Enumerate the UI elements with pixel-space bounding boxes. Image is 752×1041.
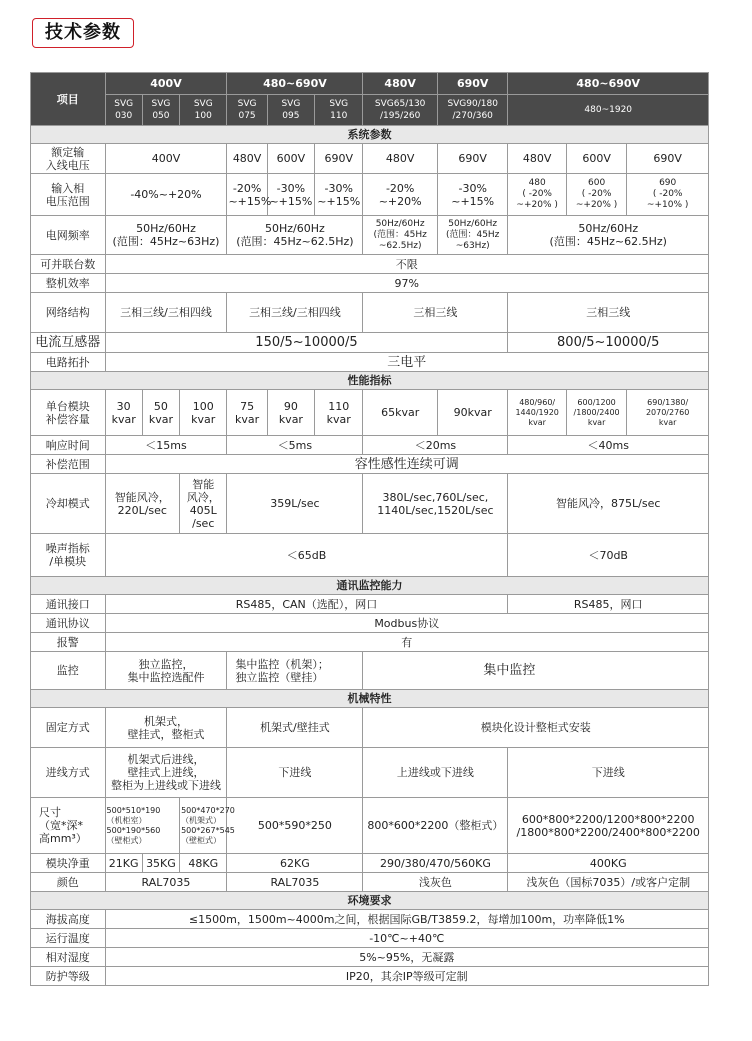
header-model: 480~1920 <box>508 95 709 126</box>
header-model: SVG90/180 /270/360 <box>437 95 508 126</box>
page-title: 技术参数 <box>32 18 134 48</box>
cell: ＜70dB <box>508 534 709 577</box>
cell: 75 kvar <box>227 390 267 436</box>
cell: 359L/sec <box>227 474 363 534</box>
cell: 三相三线 <box>508 293 709 333</box>
cell: 智能风冷， 220L/sec <box>105 474 180 534</box>
cell: 100 kvar <box>180 390 227 436</box>
row-label: 防护等级 <box>31 967 106 986</box>
row-label: 整机效率 <box>31 274 106 293</box>
table-row <box>31 144 709 174</box>
cell: 5%~95%，无凝露 <box>105 948 708 967</box>
header-model: SVG65/130 /195/260 <box>363 95 438 126</box>
row-label: 海拔高度 <box>31 910 106 929</box>
cell: 480V <box>227 144 267 174</box>
table-row <box>31 174 709 216</box>
section-mechanical: 机械特性 <box>31 690 709 708</box>
row-label: 可并联台数 <box>31 255 106 274</box>
cell: 480V <box>508 144 566 174</box>
row-label: 网络结构 <box>31 293 106 333</box>
row-label: 冷却模式 <box>31 474 106 534</box>
cell: RAL7035 <box>227 873 363 892</box>
cell: 690/1380/ 2070/2760 kvar <box>627 390 709 436</box>
cell: 690V <box>437 144 508 174</box>
row-label: 噪声指标 /单模块 <box>31 534 106 577</box>
table-row <box>31 255 709 274</box>
row-label: 固定方式 <box>31 708 106 748</box>
table-row <box>31 948 709 967</box>
cell: RS485，CAN（选配），网口 <box>105 595 508 614</box>
table-row <box>31 474 709 534</box>
cell: 30 kvar <box>105 390 142 436</box>
row-label: 运行温度 <box>31 929 106 948</box>
cell: 97% <box>105 274 708 293</box>
cell: 机架式， 壁挂式，整柜式 <box>105 708 227 748</box>
cell: 智能风冷，875L/sec <box>508 474 709 534</box>
table-row <box>31 353 709 372</box>
header-group: 480~690V <box>227 73 363 95</box>
table-row <box>31 633 709 652</box>
cell: 380L/sec,760L/sec, 1140L/sec,1520L/sec <box>363 474 508 534</box>
cell: 下进线 <box>508 748 709 798</box>
row-label: 模块净重 <box>31 854 106 873</box>
cell: 浅灰色 <box>363 873 508 892</box>
cell: -30% ~+15% <box>437 174 508 216</box>
cell: 不限 <box>105 255 708 274</box>
cell: RAL7035 <box>105 873 227 892</box>
cell: 智能 风冷， 405L /sec <box>180 474 227 534</box>
cell: -10℃~+40℃ <box>105 929 708 948</box>
row-label: 补偿范围 <box>31 455 106 474</box>
cell: 500*590*250 <box>227 798 363 854</box>
header-group: 480~690V <box>508 73 709 95</box>
cell: 800/5~10000/5 <box>508 333 709 353</box>
section-system: 系统参数 <box>31 126 709 144</box>
table-row <box>31 967 709 986</box>
cell: 690 ( -20% ~+10% ) <box>627 174 709 216</box>
table-row <box>31 652 709 690</box>
cell: 集中监控 <box>363 652 709 690</box>
cell: 机架式/壁挂式 <box>227 708 363 748</box>
cell: 690V <box>627 144 709 174</box>
table-row <box>31 293 709 333</box>
section-performance: 性能指标 <box>31 372 709 390</box>
cell: Modbus协议 <box>105 614 708 633</box>
table-row <box>31 929 709 948</box>
cell: 三相三线/三相四线 <box>105 293 227 333</box>
cell: 独立监控， 集中监控选配件 <box>105 652 227 690</box>
cell: 400V <box>105 144 227 174</box>
row-label: 颜色 <box>31 873 106 892</box>
row-label: 响应时间 <box>31 436 106 455</box>
table-row <box>31 216 709 255</box>
cell: 690V <box>315 144 363 174</box>
cell: ≤1500m，1500m~4000m之间，根据国际GB/T3859.2，每增加100m，功率降低1% <box>105 910 708 929</box>
section-comm: 通讯监控能力 <box>31 577 709 595</box>
row-label: 进线方式 <box>31 748 106 798</box>
table-row <box>31 333 709 353</box>
table-row <box>31 436 709 455</box>
cell: 800*600*2200（整柜式） <box>363 798 508 854</box>
header-item: 项目 <box>31 73 106 126</box>
header-group: 400V <box>105 73 227 95</box>
cell: -20% ~+20% <box>363 174 438 216</box>
cell: 48KG <box>180 854 227 873</box>
cell: ＜20ms <box>363 436 508 455</box>
cell: 50Hz/60Hz (范围：45Hz ~63Hz) <box>437 216 508 255</box>
cell: 62KG <box>227 854 363 873</box>
row-label: 额定输 入线电压 <box>31 144 106 174</box>
table-row <box>31 534 709 577</box>
header-model: SVG 075 <box>227 95 267 126</box>
cell: 三相三线 <box>363 293 508 333</box>
row-label: 通讯接口 <box>31 595 106 614</box>
cell: 模块化设计整柜式安装 <box>363 708 709 748</box>
row-label: 输入相 电压范围 <box>31 174 106 216</box>
cell: 三相三线/三相四线 <box>227 293 363 333</box>
cell: 浅灰色（国标7035）/或客户定制 <box>508 873 709 892</box>
cell: 150/5~10000/5 <box>105 333 508 353</box>
row-label: 尺寸 （宽*深* 高mm³） <box>31 798 106 854</box>
cell: ＜15ms <box>105 436 227 455</box>
cell: -30% ~+15% <box>315 174 363 216</box>
row-label: 报警 <box>31 633 106 652</box>
cell: 50Hz/60Hz (范围：45Hz~63Hz) <box>105 216 227 255</box>
row-label: 电路拓扑 <box>31 353 106 372</box>
cell: 600/1200 /1800/2400 kvar <box>566 390 626 436</box>
cell: ＜5ms <box>227 436 363 455</box>
cell: 500*510*190 （机柜室） 500*190*560 （壁柜式） <box>105 798 180 854</box>
cell: 容性感性连续可调 <box>105 455 708 474</box>
cell: 400KG <box>508 854 709 873</box>
cell: -40%~+20% <box>105 174 227 216</box>
cell: -20% ~+15% <box>227 174 267 216</box>
cell: 集中监控（机架）； 独立监控（壁挂） <box>227 652 363 690</box>
cell: ＜65dB <box>105 534 508 577</box>
cell: 上进线或下进线 <box>363 748 508 798</box>
cell: 35KG <box>142 854 179 873</box>
cell: 有 <box>105 633 708 652</box>
header-model: SVG 100 <box>180 95 227 126</box>
cell: 480/960/ 1440/1920 kvar <box>508 390 566 436</box>
header-model: SVG 110 <box>315 95 363 126</box>
table-row <box>31 798 709 854</box>
header-model: SVG 050 <box>142 95 179 126</box>
header-group: 690V <box>437 73 508 95</box>
cell: 480 ( -20% ~+20% ) <box>508 174 566 216</box>
header-model: SVG 095 <box>267 95 314 126</box>
table-row <box>31 390 709 436</box>
row-label: 电网频率 <box>31 216 106 255</box>
cell: -30% ~+15% <box>267 174 314 216</box>
cell: 480V <box>363 144 438 174</box>
cell: 600*800*2200/1200*800*2200 /1800*800*2200/2400*800*2200 <box>508 798 709 854</box>
cell: IP20，其余IP等级可定制 <box>105 967 708 986</box>
cell: 65kvar <box>363 390 438 436</box>
cell: ＜40ms <box>508 436 709 455</box>
cell: 90kvar <box>437 390 508 436</box>
cell: 50Hz/60Hz (范围：45Hz ~62.5Hz) <box>363 216 438 255</box>
table-row <box>31 614 709 633</box>
cell: 90 kvar <box>267 390 314 436</box>
row-label: 通讯协议 <box>31 614 106 633</box>
section-environment: 环境要求 <box>31 892 709 910</box>
cell: 600 ( -20% ~+20% ) <box>566 174 626 216</box>
row-label: 监控 <box>31 652 106 690</box>
cell: 50Hz/60Hz (范围：45Hz~62.5Hz) <box>227 216 363 255</box>
row-label: 电流互感器 <box>31 333 106 353</box>
table-row <box>31 455 709 474</box>
cell: 21KG <box>105 854 142 873</box>
header-model: SVG 030 <box>105 95 142 126</box>
spec-table <box>30 72 709 986</box>
table-row <box>31 854 709 873</box>
cell: RS485，网口 <box>508 595 709 614</box>
cell: 500*470*270 （机架式） 500*267*545 （壁柜式） <box>180 798 227 854</box>
table-row <box>31 873 709 892</box>
row-label: 相对湿度 <box>31 948 106 967</box>
table-row <box>31 748 709 798</box>
table-row <box>31 274 709 293</box>
cell: 50 kvar <box>142 390 179 436</box>
header-group: 480V <box>363 73 438 95</box>
cell: 110 kvar <box>315 390 363 436</box>
cell: 600V <box>267 144 314 174</box>
table-row <box>31 910 709 929</box>
cell: 机架式后进线， 壁挂式上进线， 整柜为上进线或下进线 <box>105 748 227 798</box>
cell: 600V <box>566 144 626 174</box>
row-label: 单台模块 补偿容量 <box>31 390 106 436</box>
cell: 50Hz/60Hz (范围：45Hz~62.5Hz) <box>508 216 709 255</box>
cell: 290/380/470/560KG <box>363 854 508 873</box>
cell: 三电平 <box>105 353 708 372</box>
table-row <box>31 708 709 748</box>
table-row <box>31 595 709 614</box>
cell: 下进线 <box>227 748 363 798</box>
